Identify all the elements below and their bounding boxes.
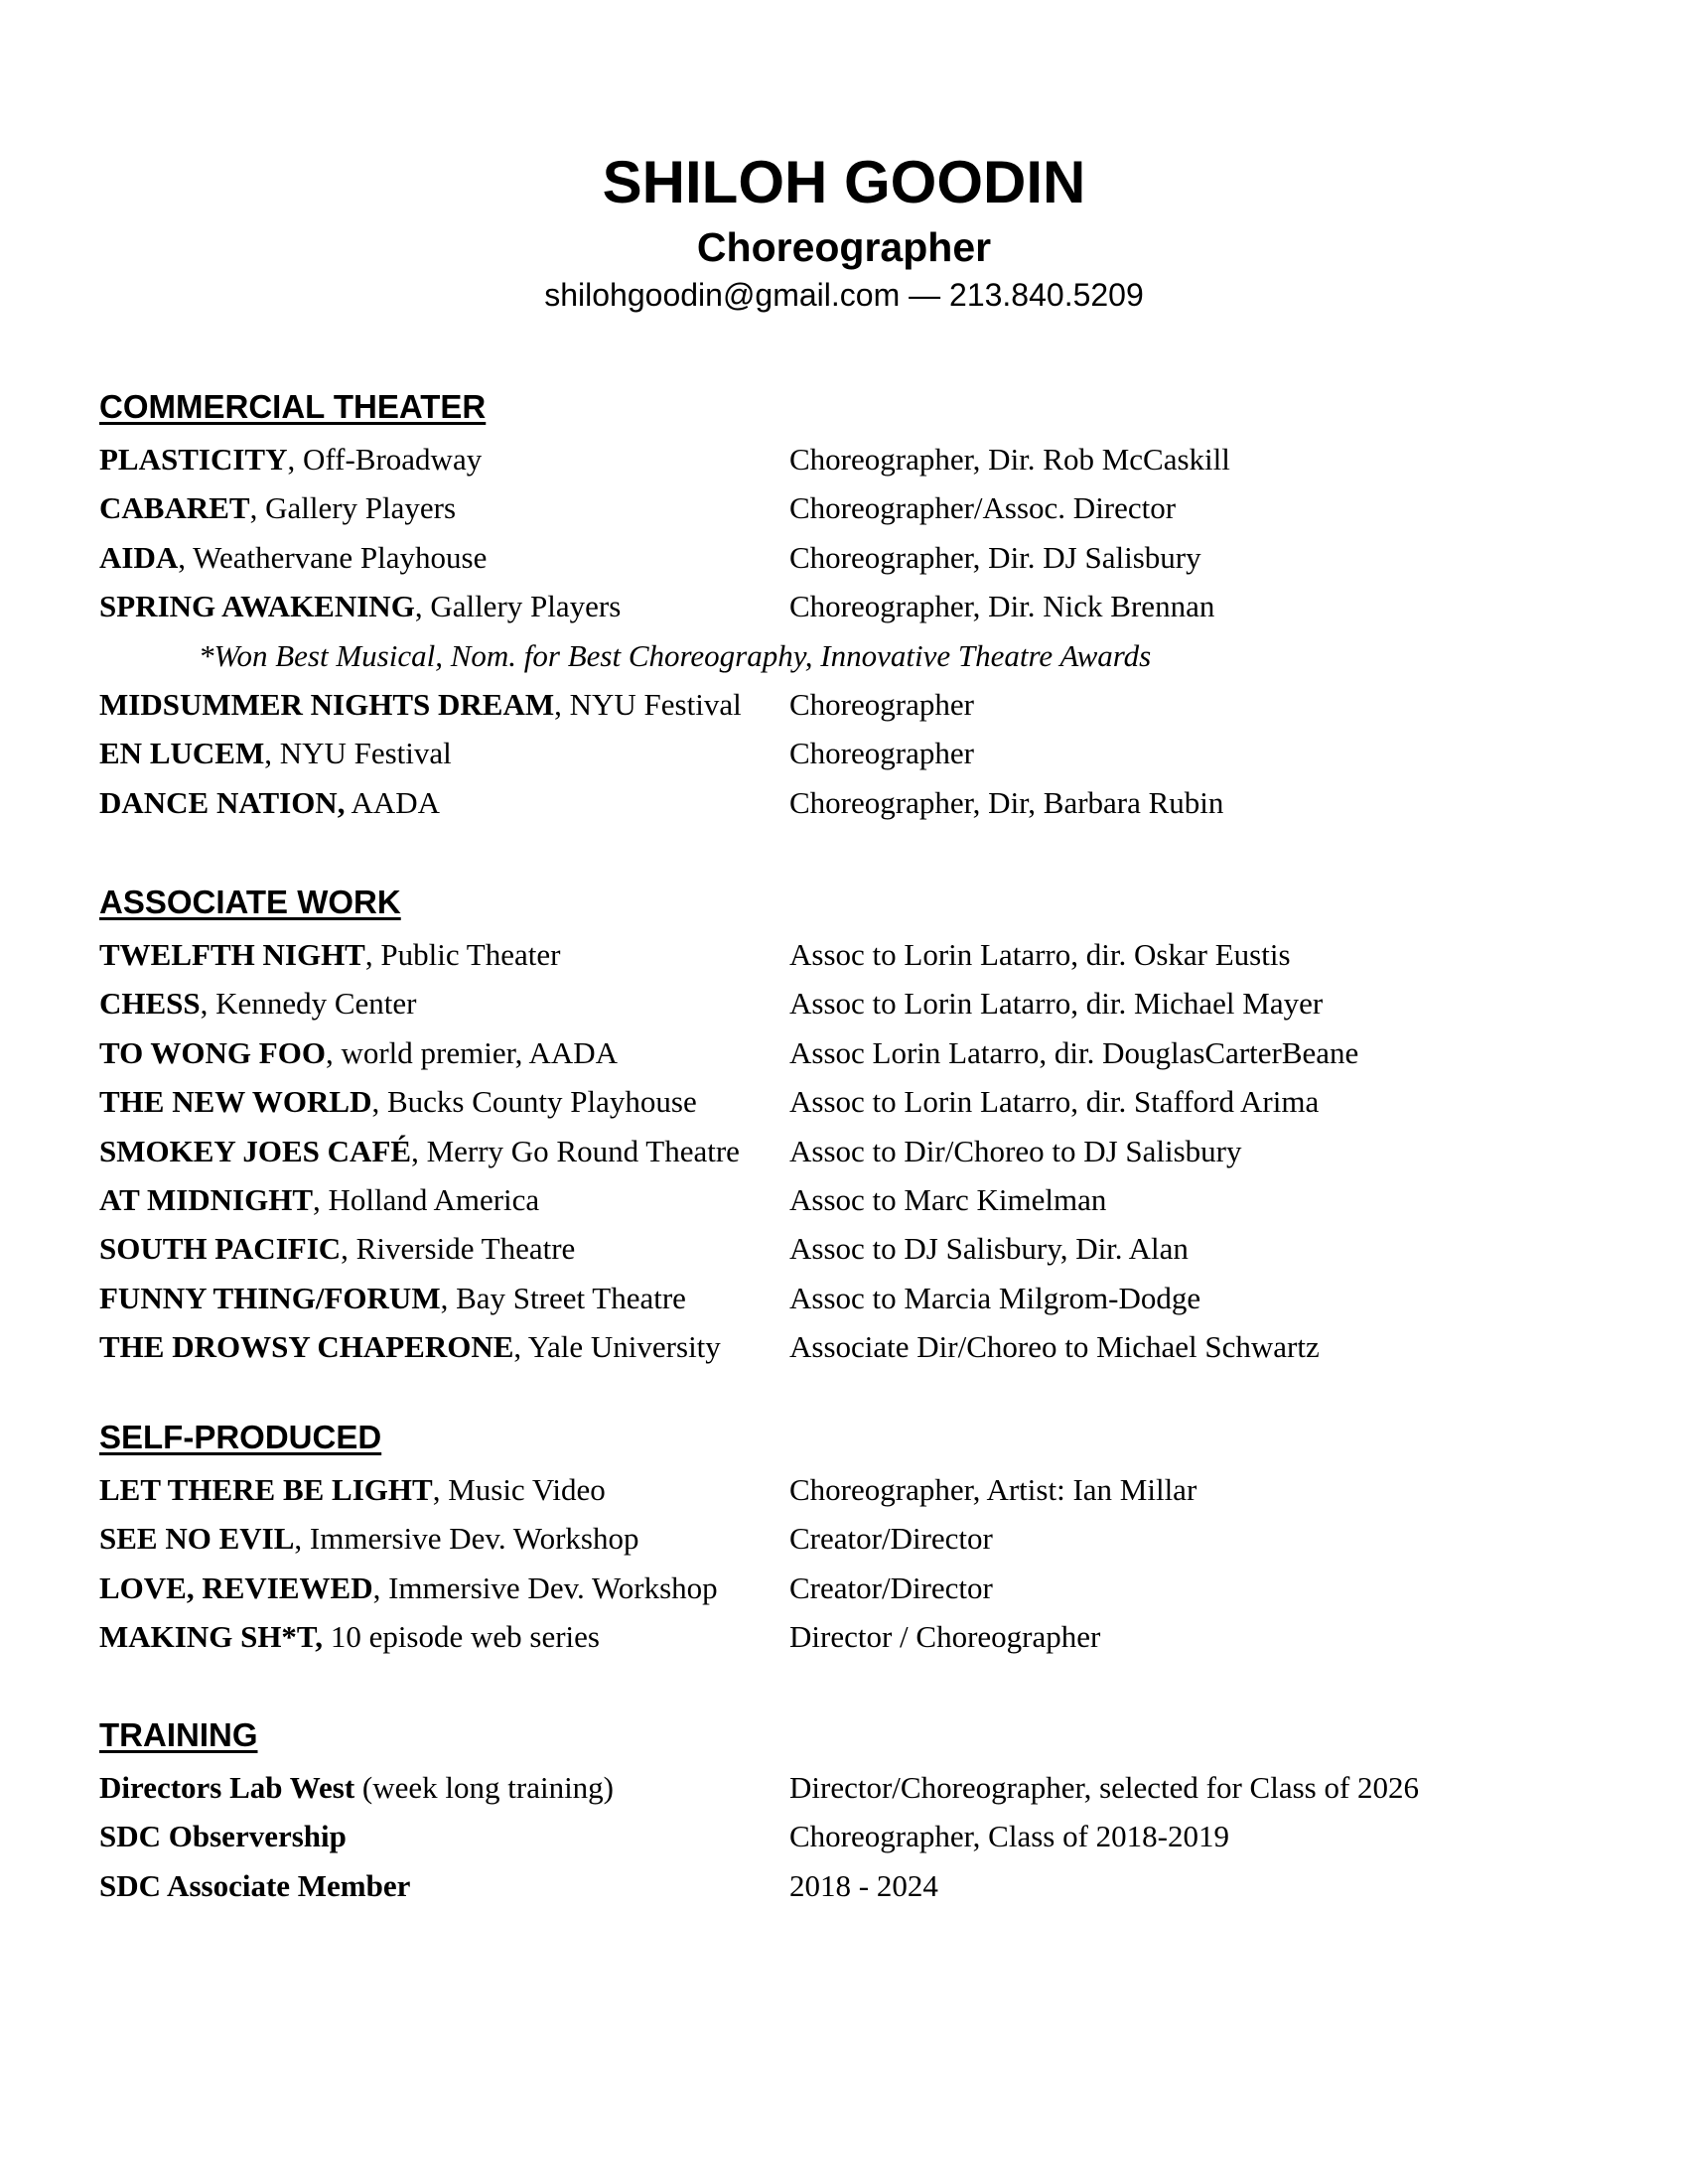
credit-role: Choreographer/Assoc. Director xyxy=(789,490,1177,526)
credit-venue: , Weathervane Playhouse xyxy=(178,539,488,575)
role-subheading: Choreographer xyxy=(696,224,992,270)
credit-venue: , Merry Go Round Theatre xyxy=(411,1133,740,1168)
credit-venue: , Bucks County Playhouse xyxy=(371,1084,697,1120)
credit-title: AT MIDNIGHT xyxy=(99,1181,314,1217)
credit-title: CABARET xyxy=(99,490,250,526)
section-title: SELF-PRODUCED xyxy=(99,1419,382,1455)
award-note: *Won Best Musical, Nom. for Best Choreography, Innovative Theatre Awards xyxy=(199,637,1152,673)
credit-row xyxy=(99,1224,1589,1273)
credit-venue: , Riverside Theatre xyxy=(341,1231,576,1267)
credit-venue: , Immersive Dev. Workshop xyxy=(294,1521,639,1557)
credit-row xyxy=(99,1322,1589,1371)
credit-role: Assoc Lorin Latarro, dir. DouglasCarterBeane xyxy=(789,1034,1359,1070)
credit-role: Assoc to Lorin Latarro, dir. Oskar Eustis xyxy=(789,937,1291,972)
credit-title: Directors Lab West xyxy=(99,1770,355,1805)
credit-row xyxy=(99,979,1589,1027)
credit-role: Choreographer, Artist: Ian Millar xyxy=(789,1472,1197,1507)
credit-title: SPRING AWAKENING xyxy=(99,589,415,624)
section-training xyxy=(99,1712,1589,1910)
credit-row xyxy=(99,1127,1589,1175)
credit-title: LET THERE BE LIGHT xyxy=(99,1472,433,1507)
credit-role: 2018 - 2024 xyxy=(789,1867,938,1903)
credit-venue: , Immersive Dev. Workshop xyxy=(372,1570,718,1605)
section-associate-work xyxy=(99,880,1589,1372)
credit-role: Choreographer, Dir. DJ Salisbury xyxy=(789,539,1201,575)
credit-venue: , Kennedy Center xyxy=(200,986,417,1022)
credit-row xyxy=(99,533,1589,582)
credit-row xyxy=(99,729,1589,777)
credit-venue: , Gallery Players xyxy=(249,490,457,526)
credit-row xyxy=(99,1564,1589,1612)
credit-role: Choreographer, Dir, Barbara Rubin xyxy=(789,784,1224,820)
name-heading: SHILOH GOODIN xyxy=(602,149,1086,215)
credit-title: PLASTICITY xyxy=(99,442,288,477)
credit-row xyxy=(99,1812,1589,1860)
credit-title: THE NEW WORLD xyxy=(99,1084,372,1120)
credit-role: Choreographer, Dir. Nick Brennan xyxy=(789,589,1215,624)
credit-title: LOVE, REVIEWED xyxy=(99,1570,373,1605)
credit-venue: , Bay Street Theatre xyxy=(440,1280,686,1315)
section-title: ASSOCIATE WORK xyxy=(99,884,401,920)
credit-role: Choreographer, Dir. Rob McCaskill xyxy=(789,442,1230,477)
credit-row xyxy=(99,778,1589,827)
credit-row xyxy=(99,930,1589,979)
credit-role: Choreographer, Class of 2018-2019 xyxy=(789,1819,1230,1854)
credit-title: TO WONG FOO xyxy=(99,1034,326,1070)
credit-title: SEE NO EVIL xyxy=(99,1521,295,1557)
credit-venue: AADA xyxy=(345,784,441,820)
credit-title: AIDA xyxy=(99,539,179,575)
credit-row xyxy=(99,582,1589,630)
credit-title: TWELFTH NIGHT xyxy=(99,937,365,972)
credit-row xyxy=(99,1514,1589,1563)
credit-row xyxy=(99,1612,1589,1661)
credit-row xyxy=(99,1763,1589,1812)
credit-title: CHESS xyxy=(99,986,201,1022)
credit-venue: , world premier, AADA xyxy=(325,1034,619,1070)
section-title: COMMERCIAL THEATER xyxy=(99,388,487,425)
section-commercial-theater xyxy=(99,384,1589,827)
credit-role: Creator/Director xyxy=(789,1521,993,1557)
credit-role: Assoc to Marcia Milgrom-Dodge xyxy=(789,1280,1201,1315)
section-title: TRAINING xyxy=(99,1716,258,1753)
credit-row xyxy=(99,1465,1589,1514)
credit-role: Assoc to Lorin Latarro, dir. Stafford Arima xyxy=(789,1084,1320,1120)
credit-row xyxy=(99,435,1589,483)
credit-row xyxy=(99,1861,1589,1910)
credit-title: MIDSUMMER NIGHTS DREAM xyxy=(99,686,555,722)
credit-venue: (week long training) xyxy=(354,1770,615,1805)
credit-row xyxy=(99,1175,1589,1224)
credit-row xyxy=(99,1028,1589,1077)
credit-role: Assoc to Dir/Choreo to DJ Salisbury xyxy=(789,1133,1242,1168)
contact-line: shilohgoodin@gmail.com — 213.840.5209 xyxy=(544,277,1144,313)
credit-title: THE DROWSY CHAPERONE xyxy=(99,1329,514,1365)
credit-venue: , Public Theater xyxy=(364,937,561,972)
credit-venue: , NYU Festival xyxy=(264,736,452,771)
credit-venue: , NYU Festival xyxy=(554,686,742,722)
credit-row xyxy=(99,680,1589,729)
credit-row xyxy=(99,1077,1589,1126)
credit-row xyxy=(99,1274,1589,1322)
credit-venue: , Gallery Players xyxy=(414,589,622,624)
credit-venue: , Yale University xyxy=(513,1329,721,1365)
credit-title: SDC Observership xyxy=(99,1819,347,1854)
credit-role: Choreographer xyxy=(789,686,974,722)
credit-role: Creator/Director xyxy=(789,1570,993,1605)
section-self-produced xyxy=(99,1415,1589,1662)
credit-role: Director / Choreographer xyxy=(789,1619,1101,1655)
credit-row xyxy=(99,483,1589,532)
credit-venue: , Music Video xyxy=(432,1472,606,1507)
credit-role: Associate Dir/Choreo to Michael Schwartz xyxy=(789,1329,1320,1365)
credit-title: MAKING SH*T, xyxy=(99,1619,324,1655)
credit-venue: 10 episode web series xyxy=(323,1619,600,1655)
credit-title: SDC Associate Member xyxy=(99,1867,411,1903)
credit-role: Director/Choreographer, selected for Class of 2026 xyxy=(789,1770,1420,1805)
credit-role: Choreographer xyxy=(789,736,974,771)
credit-title: SOUTH PACIFIC xyxy=(99,1231,342,1267)
credit-venue: , Holland America xyxy=(313,1181,540,1217)
credit-title: EN LUCEM xyxy=(99,736,265,771)
credit-title: FUNNY THING/FORUM xyxy=(99,1280,441,1315)
credit-role: Assoc to Marc Kimelman xyxy=(789,1181,1107,1217)
credit-role: Assoc to Lorin Latarro, dir. Michael Mayer xyxy=(789,986,1324,1022)
credit-role: Assoc to DJ Salisbury, Dir. Alan xyxy=(789,1231,1189,1267)
credit-title: SMOKEY JOES CAFÉ xyxy=(99,1133,412,1168)
credit-venue: , Off-Broadway xyxy=(287,442,483,477)
credit-title: DANCE NATION, xyxy=(99,784,346,820)
